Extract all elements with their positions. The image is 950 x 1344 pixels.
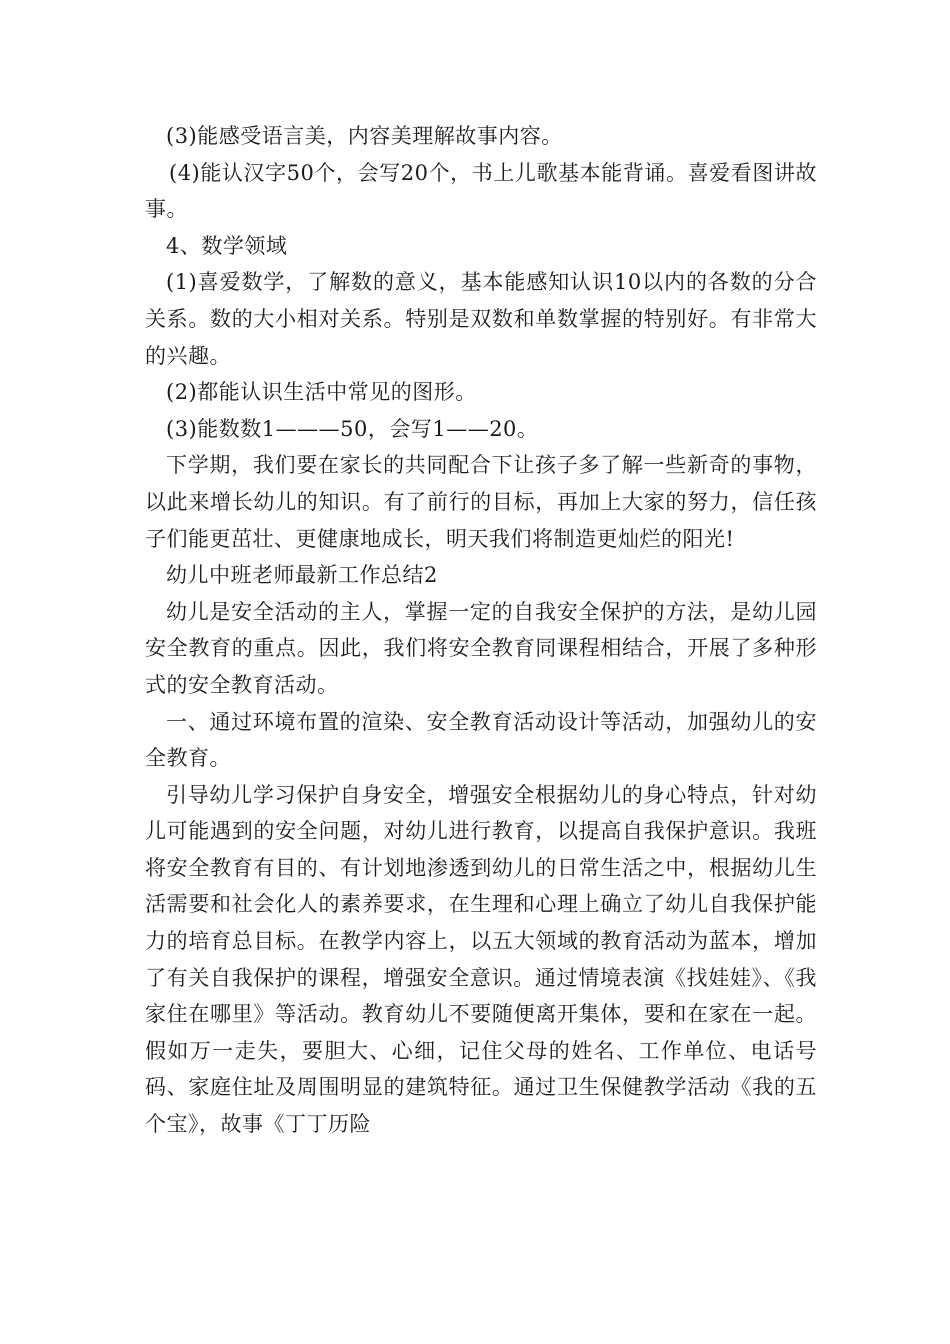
paragraph-math-2: (2)都能认识生活中常见的图形。 bbox=[166, 380, 477, 405]
paragraph-goal-3: (3)能感受语言美，内容美理解故事内容。 bbox=[166, 124, 563, 148]
section-heading-math: 4、数学领域 bbox=[166, 233, 288, 258]
paragraph-safety-detail: 引导幼儿学习保护自身安全，增强安全根据幼儿的身心特点，针对幼儿可能遇到的安全问题，对幼儿进行教育，以提高自我保护意识。我班将安全教育有目的、有计划地渗透到幼儿的日常生活之中，根据幼儿生活需要和社会化人的素养要求，在生理和心理上确立了幼儿自我保护能力的培育总目标。在教学内容上，以五大领域的教育活动为蓝本，增加了有关自我保护的课程，增强安全意识。通过情境表演《找娃娃》、《我家住在哪里》等活动。教育幼儿不要随便离开集体，要和在家在一起。假如万一走失，要胆大、心细，记住父母的姓名、工作单位、电话号码、家庭住址及周围明显的建筑特征。通过卫生保健教学活动《我的五个宝》，故事《丁丁历险 bbox=[145, 782, 817, 1137]
paragraph-safety-point-1: 一、通过环境布置的渲染、安全教育活动设计等活动，加强幼儿的安全教育。 bbox=[145, 709, 817, 771]
section-title-summary-2: 幼儿中班老师最新工作总结2 bbox=[166, 563, 438, 588]
paragraph-math-3: (3)能数数1———50，会写1——20。 bbox=[166, 416, 539, 441]
paragraph-next-semester: 下学期，我们要在家长的共同配合下让孩子多了解一些新奇的事物，以此来增长幼儿的知识。有了前行的目标，再加上大家的努力，信任孩子们能更茁壮、更健康地成长，明天我们将制造更灿烂的阳光! bbox=[145, 453, 817, 551]
document-body bbox=[145, 118, 817, 1143]
paragraph-math-1: (1)喜爱数学，了解数的意义，基本能感知认识10以内的各数的分合关系。数的大小相对关系。特别是双数和单数掌握的特别好。有非常大的兴趣。 bbox=[145, 270, 817, 368]
paragraph-safety-intro: 幼儿是安全活动的主人，掌握一定的自我安全保护的方法，是幼儿园安全教育的重点。因此，我们将安全教育同课程相结合，开展了多种形式的安全教育活动。 bbox=[145, 599, 817, 697]
paragraph-goal-4: (4)能认汉字50个，会写20个，书上儿歌基本能背诵。喜爱看图讲故事。 bbox=[145, 160, 817, 222]
